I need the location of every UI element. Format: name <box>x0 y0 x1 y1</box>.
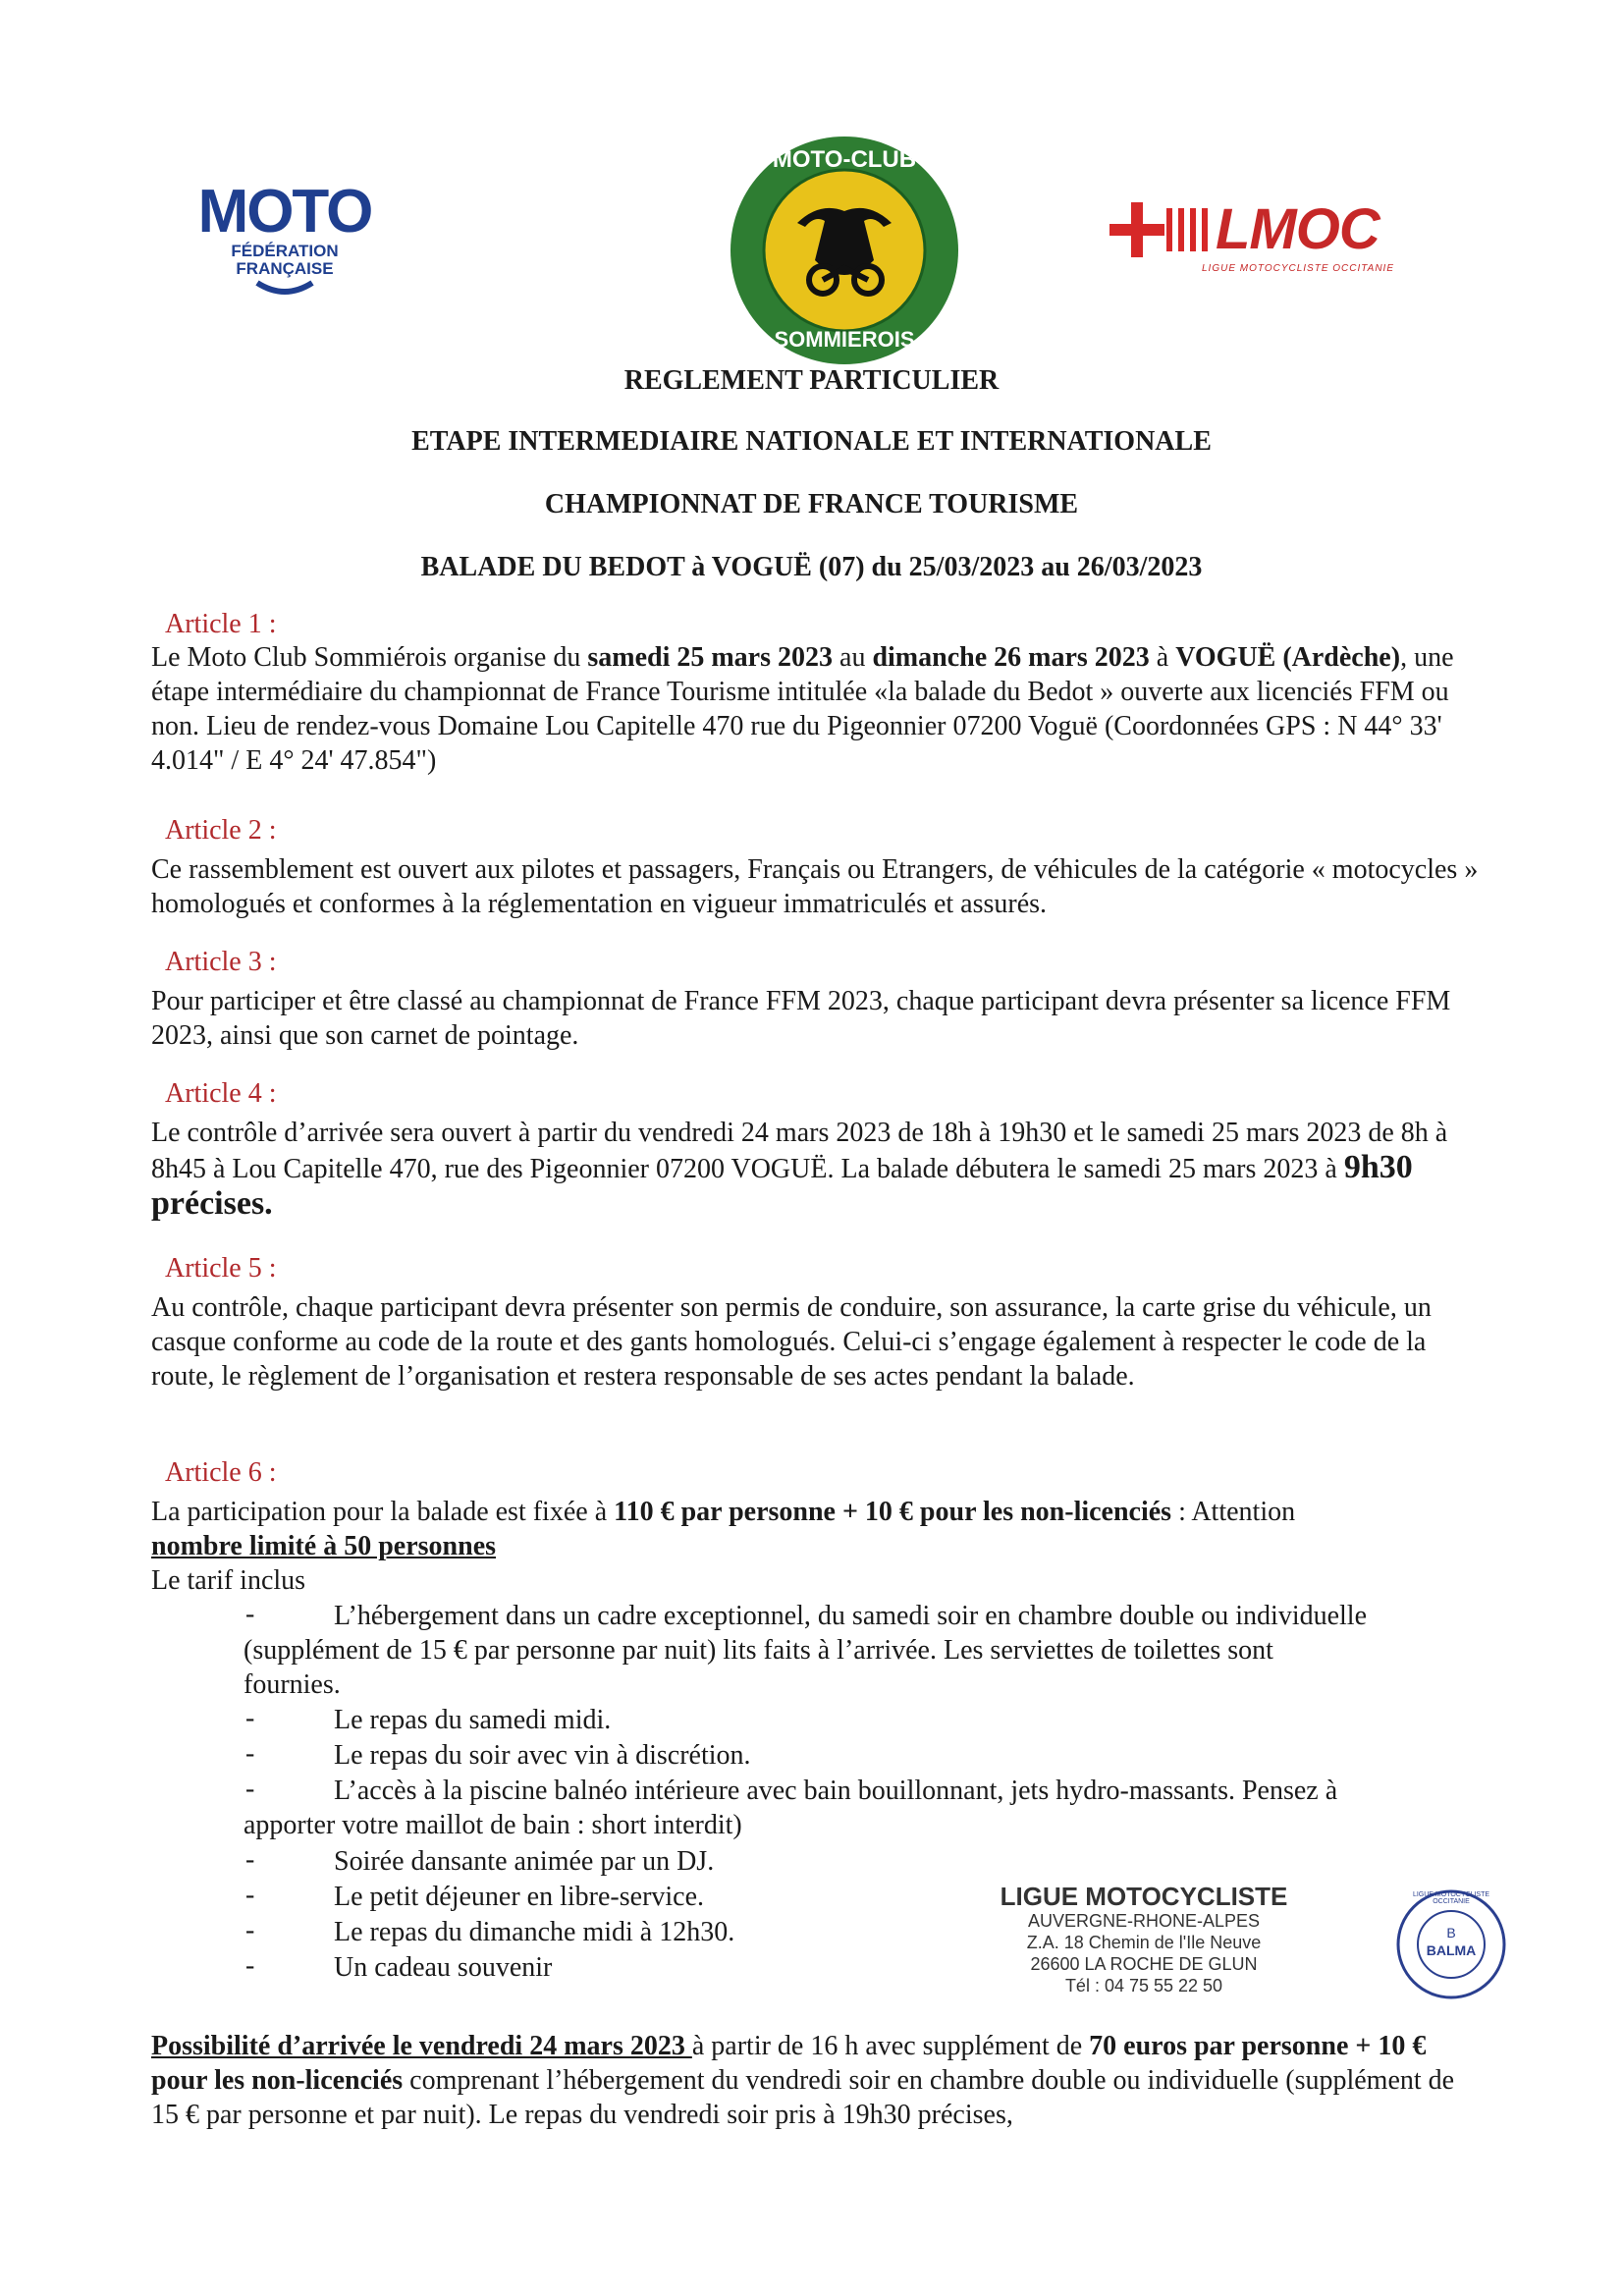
club-logo-top-text: MOTO-CLUB <box>772 146 917 173</box>
a4-text: Le contrôle d’arrivée sera ouvert à partir du vendredi 24 mars 2023 de 18h à 19h30 et le samedi 25 mars 2023 de 8h à 8h45 à Lou Capitelle 470, rue des Pigeonnier 07200 VOGUË. La balade débutera le samedi 25 mars 2023 à <box>151 1118 1448 1184</box>
club-logo-bottom-text: SOMMIEROIS <box>774 327 915 352</box>
a4-start-time: 9h30 précises. <box>151 1149 1413 1222</box>
seal-center-1: B <box>1446 1925 1456 1941</box>
lmoc-stripes <box>1166 208 1214 251</box>
doc-subtitle-1: ETAPE INTERMEDIAIRE NATIONALE ET INTERNATIONALE <box>411 426 1212 457</box>
article-1-title: Article 1 : <box>165 609 277 639</box>
tarif-label: Le tarif inclus <box>151 1565 306 1596</box>
list-item-petit-dejeuner: Le petit déjeuner en libre-service. <box>334 1882 705 1912</box>
footer-supplement-price: 70 euros par personne + 10 € pour les non-licenciés <box>151 2031 1427 2096</box>
ffm-logo <box>196 177 373 304</box>
lmoc-logo <box>1109 196 1394 285</box>
footer-text-2: comprenant l’hébergement du vendredi soir en chambre double ou individuelle (supplément de 15 € par personne et par nuit). Le repas du vendredi soir pris à 19h30 précises, <box>151 2065 1455 2130</box>
list-item-repas-soir: Le repas du soir avec vin à discrétion. <box>334 1740 751 1771</box>
club-logo <box>727 133 962 368</box>
a1-text-2: au <box>833 642 873 673</box>
a6-limit: nombre limité à 50 personnes <box>151 1531 497 1561</box>
list-bullet: - <box>245 1599 255 1629</box>
list-item-repas-samedi: Le repas du samedi midi. <box>334 1705 612 1735</box>
stamp-line-5: Tél : 04 75 55 22 50 <box>1064 1976 1223 1995</box>
a1-text-1: Le Moto Club Sommiérois organise du <box>151 642 588 673</box>
list-item-piscine-2: apporter votre maillot de bain : short interdit) <box>243 1810 742 1840</box>
seal-center-2: BALMA <box>1426 1942 1477 1958</box>
ffm-logo-sub1: FÉDÉRATION <box>231 242 339 260</box>
stamp-line-3: Z.A. 18 Chemin de l'Ile Neuve <box>1026 1933 1262 1952</box>
stamp-line-4: 26600 LA ROCHE DE GLUN <box>1030 1954 1258 1974</box>
list-item-piscine-1: L’accès à la piscine balnéo intérieure avec bain bouillonnant, jets hydro-massants. Pensez à <box>334 1776 1338 1806</box>
article-1-text <box>151 640 1487 778</box>
list-item-cadeau: Un cadeau souvenir <box>334 1952 553 1983</box>
ffm-logo-word: MOTO <box>197 178 372 246</box>
list-item-hebergement-1: L’hébergement dans un cadre exceptionnel, du samedi soir en chambre double ou individuelle <box>334 1601 1368 1631</box>
stamp-line-2: AUVERGNE-RHONE-ALPES <box>1027 1911 1261 1931</box>
a1-date-end: dimanche 26 mars 2023 <box>872 642 1150 673</box>
ffm-logo-sub2: FRANÇAISE <box>236 259 334 278</box>
article-6-text <box>151 1495 1487 1563</box>
list-item-soiree: Soirée dansante animée par un DJ. <box>334 1846 715 1877</box>
footer-paragraph <box>151 2029 1487 2132</box>
ffm-swoosh-icon <box>255 279 314 299</box>
list-bullet: - <box>245 1950 255 1981</box>
article-6-title: Article 6 : <box>165 1457 277 1488</box>
a1-date-start: samedi 25 mars 2023 <box>587 642 834 673</box>
article-4-title: Article 4 : <box>165 1078 277 1109</box>
doc-title: REGLEMENT PARTICULIER <box>623 365 1000 396</box>
list-bullet: - <box>245 1738 255 1769</box>
list-bullet: - <box>245 1703 255 1733</box>
a1-text-3: à <box>1149 642 1176 673</box>
footer-arrival-option: Possibilité d’arrivée le vendredi 24 mars 2023 <box>151 2031 692 2061</box>
article-3-title: Article 3 : <box>165 947 277 977</box>
doc-subtitle-3: BALADE DU BEDOT à VOGUË (07) du 25/03/2023 au 26/03/2023 <box>420 552 1203 582</box>
article-2-text: Ce rassemblement est ouvert aux pilotes et passagers, Français ou Etrangers, de véhicules de la catégorie « motocycles » homologués et conformes à la réglementation en vigueur immatriculés et assurés. <box>151 854 1479 919</box>
a1-location: VOGUË (Ardèche) <box>1175 642 1401 673</box>
list-bullet: - <box>245 1880 255 1910</box>
a6-price: 110 € par personne + 10 € pour les non-licenciés <box>614 1497 1172 1527</box>
article-4-text <box>151 1116 1487 1223</box>
lmoc-logo-word: LMOC <box>1216 197 1380 261</box>
a1-text-4: , une étape intermédiaire du championnat de France Tourisme intitulée «la balade du Bedot » ouverte aux licenciés FFM ou non. Lieu de rendez-vous Domaine Lou Capitelle 470 rue du Pigeonnier 07200 Voguë (Coordonnées GPS : N 44° 33' 4.014" / E 4° 24' 47.854") <box>151 642 1454 776</box>
list-bullet: - <box>245 1774 255 1804</box>
stamp-line-1: LIGUE MOTOCYCLISTE <box>1000 1882 1288 1911</box>
article-3-text: Pour participer et être classé au championnat de France FFM 2023, chaque participant devra présenter sa licence FFM 2023, ainsi que son carnet de pointage. <box>151 986 1451 1051</box>
article-2-title: Article 2 : <box>165 815 277 846</box>
occitanie-seal <box>1394 1887 1508 2001</box>
occitan-cross-icon <box>1109 202 1164 257</box>
a6-text-1: La participation pour la balade est fixée à <box>151 1497 615 1527</box>
list-item-hebergement-3: fournies. <box>243 1669 341 1700</box>
lmoc-logo-sub: LIGUE MOTOCYCLISTE OCCITANIE <box>1202 263 1394 274</box>
list-item-hebergement-2: (supplément de 15 € par personne par nuit) lits faits à l’arrivée. Les serviettes de toilettes sont <box>243 1635 1273 1666</box>
seal-ring-text: LIGUE MOTOCYCLISTE OCCITANIE <box>1412 1891 1490 1905</box>
article-5-text: Au contrôle, chaque participant devra présenter son permis de conduire, son assurance, la carte grise du véhicule, un casque conforme au code de la route et des gants homologués. Celui-ci s’engage également à respecter le code de la route, le règlement de l’organisation et restera responsable de ses actes pendant la balade. <box>151 1292 1432 1392</box>
a6-text-2: : Attention <box>1171 1497 1296 1527</box>
doc-subtitle-2: CHAMPIONNAT DE FRANCE TOURISME <box>544 489 1079 519</box>
list-bullet: - <box>245 1844 255 1875</box>
article-5-title: Article 5 : <box>165 1253 277 1284</box>
footer-text-1: à partir de 16 h avec supplément de <box>691 2031 1090 2061</box>
list-item-repas-dimanche: Le repas du dimanche midi à 12h30. <box>334 1917 735 1947</box>
list-bullet: - <box>245 1915 255 1945</box>
